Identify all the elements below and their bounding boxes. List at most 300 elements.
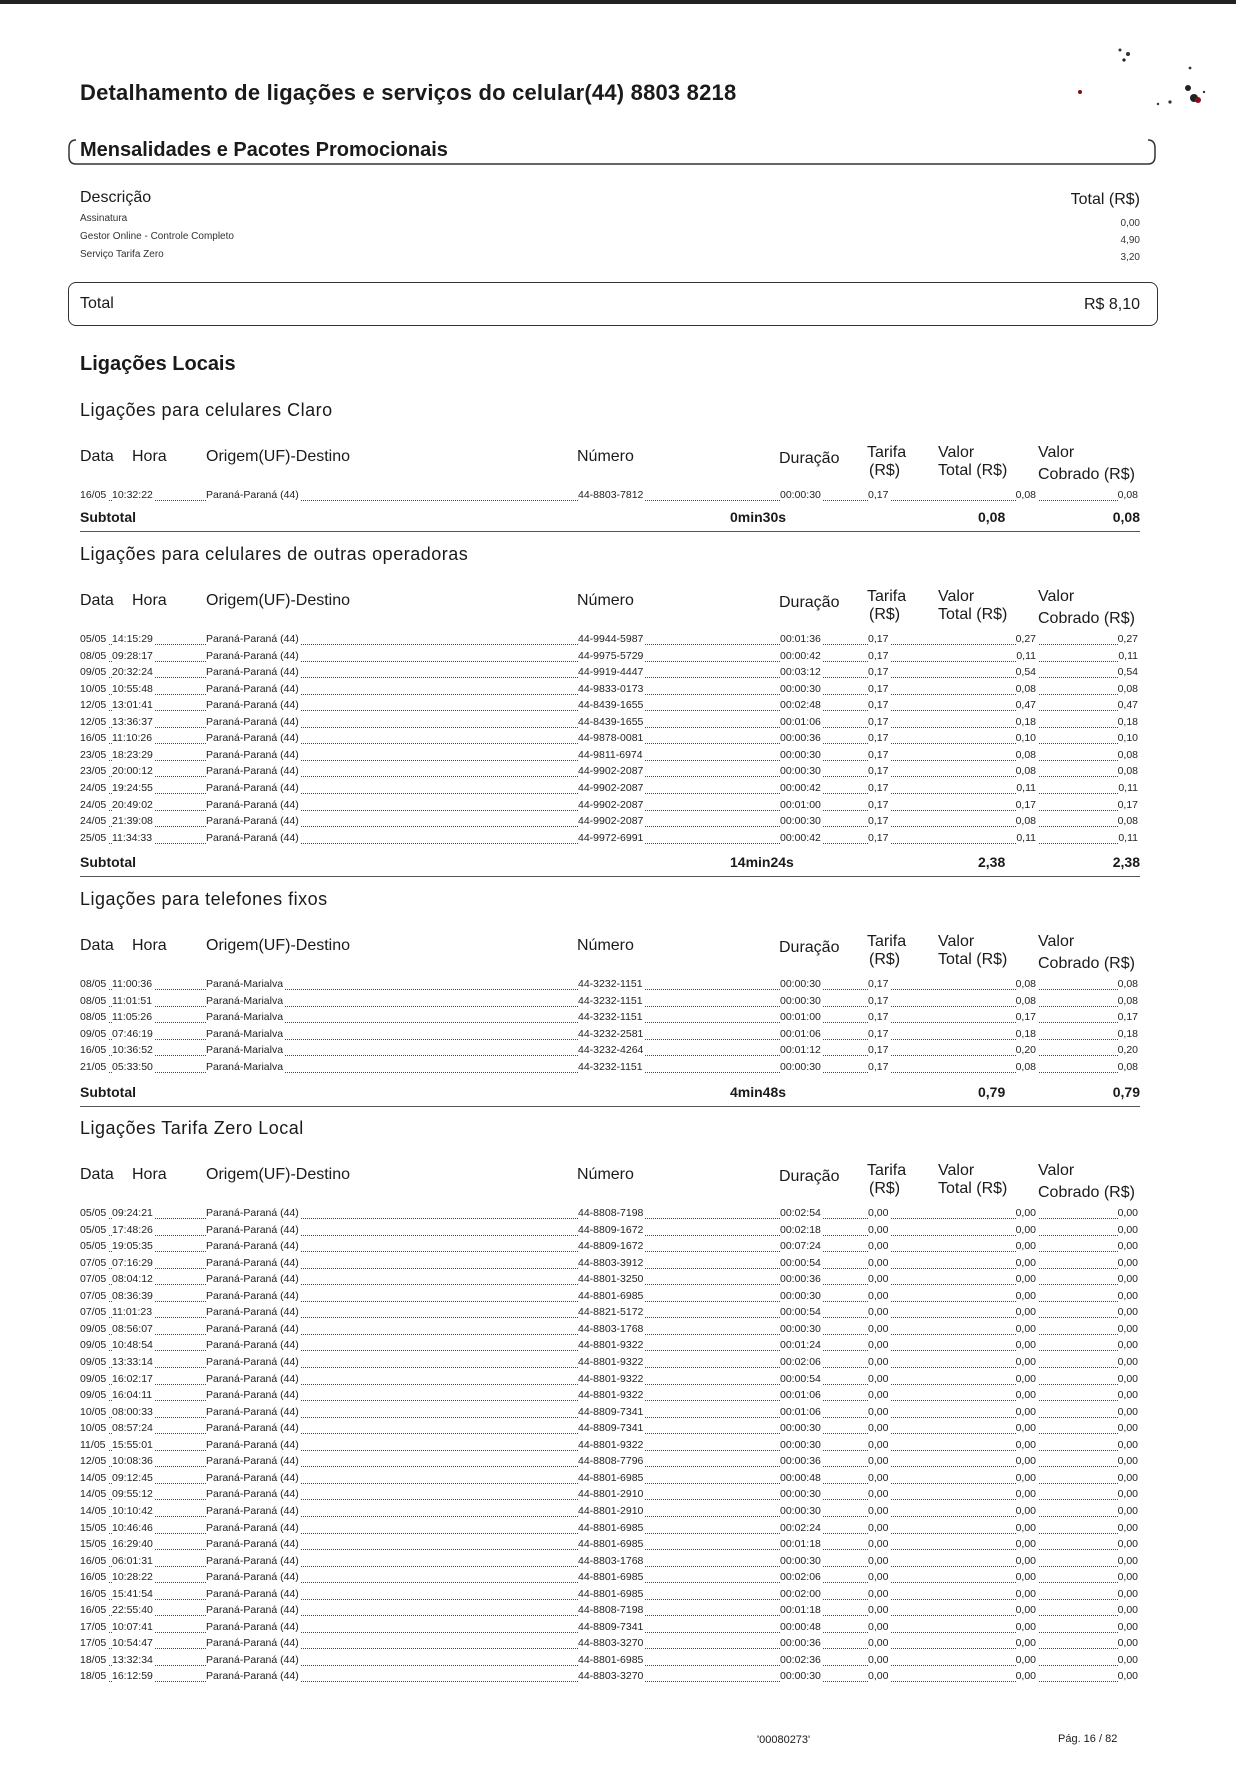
cell-origem: Paraná-Paraná (44) bbox=[206, 1571, 299, 1584]
mensalidade-value: 4,90 bbox=[1120, 235, 1140, 246]
cell-numero: 44-9902-2087 bbox=[578, 798, 644, 811]
cell-vtotal: 0,27 bbox=[1015, 633, 1036, 645]
section-heading-ligacoes-locais: Ligações Locais bbox=[80, 353, 236, 375]
cell-vtotal: 0,08 bbox=[1015, 994, 1036, 1007]
cell-numero: 44-9878-0081 bbox=[578, 732, 644, 745]
cell-tarifa: 0,00 bbox=[868, 1471, 889, 1484]
cell-duracao: 00:02:54 bbox=[780, 1207, 821, 1219]
subsection-title: Ligações para telefones fixos bbox=[80, 889, 328, 909]
call-row bbox=[80, 1207, 1140, 1223]
cell-data: 23/05 bbox=[80, 765, 107, 778]
cell-numero: 44-8801-6985 bbox=[578, 1289, 644, 1302]
cell-numero: 44-8801-6985 bbox=[578, 1653, 644, 1666]
cell-vtotal: 0,08 bbox=[1015, 682, 1036, 695]
cell-tarifa: 0,00 bbox=[868, 1554, 889, 1567]
cell-vcob: 0,20 bbox=[1117, 1044, 1138, 1056]
cell-origem: Paraná-Paraná (44) bbox=[206, 1637, 299, 1650]
cell-tarifa: 0,00 bbox=[868, 1306, 889, 1319]
cell-tarifa: 0,17 bbox=[868, 765, 889, 778]
cell-data: 16/05 bbox=[80, 1044, 107, 1056]
cell-duracao: 00:00:30 bbox=[780, 1289, 821, 1302]
cell-duracao: 00:01:36 bbox=[780, 633, 821, 645]
cell-hora: 10:32:22 bbox=[112, 489, 153, 501]
col-header-numero: Número bbox=[577, 937, 634, 954]
cell-vtotal: 0,00 bbox=[1015, 1637, 1036, 1650]
cell-numero: 44-3232-1151 bbox=[578, 994, 643, 1007]
cell-tarifa: 0,00 bbox=[868, 1488, 889, 1501]
subtotal-cobrado: 2,38 bbox=[1112, 854, 1140, 870]
cell-tarifa: 0,17 bbox=[868, 978, 889, 990]
cell-vtotal: 0,17 bbox=[1015, 1011, 1036, 1023]
col-header-vtotal2: Total (R$) bbox=[938, 462, 1008, 479]
cell-vcob: 0,00 bbox=[1117, 1389, 1138, 1401]
cell-duracao: 00:00:42 bbox=[780, 782, 821, 794]
cell-data: 07/05 bbox=[80, 1256, 107, 1269]
cell-hora: 10:55:48 bbox=[112, 682, 153, 695]
cell-vcob: 0,00 bbox=[1117, 1504, 1138, 1517]
cell-vtotal: 0,00 bbox=[1015, 1604, 1036, 1617]
col-header-vcob1: Valor bbox=[1038, 933, 1075, 950]
cell-data: 10/05 bbox=[80, 1405, 107, 1418]
cell-vcob: 0,00 bbox=[1117, 1670, 1138, 1683]
subsection-title: Ligações para celulares de outras operadoras bbox=[80, 544, 469, 564]
cell-hora: 10:36:52 bbox=[112, 1044, 153, 1056]
call-row bbox=[80, 1505, 1140, 1521]
col-header-vtotal2: Total (R$) bbox=[938, 951, 1008, 968]
cell-hora: 09:28:17 bbox=[112, 649, 153, 662]
cell-data: 09/05 bbox=[80, 1372, 107, 1385]
cell-origem: Paraná-Paraná (44) bbox=[206, 815, 299, 827]
call-row bbox=[80, 1488, 1140, 1504]
cell-vtotal: 0,47 bbox=[1015, 699, 1036, 712]
cell-vcob: 0,11 bbox=[1118, 782, 1138, 794]
cell-numero: 44-9902-2087 bbox=[578, 782, 644, 794]
cell-data: 09/05 bbox=[80, 1389, 107, 1401]
cell-duracao: 00:00:54 bbox=[780, 1306, 821, 1319]
cell-hora: 10:07:41 bbox=[112, 1620, 153, 1633]
col-header-vtotal1: Valor bbox=[938, 588, 975, 605]
cell-vtotal: 0,08 bbox=[1015, 489, 1036, 501]
cell-duracao: 00:00:30 bbox=[780, 1422, 821, 1435]
cell-data: 14/05 bbox=[80, 1504, 107, 1517]
cell-vtotal: 0,00 bbox=[1015, 1356, 1036, 1368]
mensalidade-desc: Serviço Tarifa Zero bbox=[80, 249, 164, 260]
cell-data: 24/05 bbox=[80, 815, 107, 827]
cell-duracao: 00:00:36 bbox=[780, 1455, 821, 1468]
section-rule bbox=[80, 876, 1140, 877]
cell-hora: 16:29:40 bbox=[112, 1538, 153, 1550]
cell-data: 15/05 bbox=[80, 1538, 107, 1550]
cell-numero: 44-8801-2910 bbox=[578, 1504, 644, 1517]
cell-duracao: 00:00:30 bbox=[780, 1438, 821, 1451]
col-header-data: Data bbox=[80, 1166, 114, 1183]
cell-hora: 09:55:12 bbox=[112, 1488, 153, 1501]
cell-tarifa: 0,17 bbox=[868, 732, 889, 745]
cell-vtotal: 0,20 bbox=[1015, 1044, 1036, 1056]
cell-vcob: 0,00 bbox=[1117, 1438, 1138, 1451]
cell-hora: 16:12:59 bbox=[112, 1670, 153, 1683]
call-row bbox=[80, 732, 1140, 748]
cell-vcob: 0,00 bbox=[1117, 1521, 1138, 1534]
cell-numero: 44-8809-7341 bbox=[578, 1422, 644, 1435]
cell-data: 18/05 bbox=[80, 1653, 107, 1666]
cell-numero: 44-8439-1655 bbox=[578, 715, 644, 728]
cell-duracao: 00:00:54 bbox=[780, 1372, 821, 1385]
col-header-tarifa1: Tarifa bbox=[867, 1162, 907, 1179]
section-rule bbox=[80, 1106, 1140, 1107]
cell-origem: Paraná-Marialva bbox=[206, 1060, 284, 1073]
subsection-title: Ligações para celulares Claro bbox=[80, 400, 333, 420]
cell-tarifa: 0,00 bbox=[868, 1256, 889, 1269]
cell-vcob: 0,08 bbox=[1117, 682, 1138, 695]
call-row bbox=[80, 666, 1140, 682]
col-header-tarifa2: (R$) bbox=[869, 462, 901, 479]
cell-data: 16/05 bbox=[80, 489, 107, 501]
cell-vtotal: 0,18 bbox=[1015, 715, 1036, 728]
cell-vcob: 0,47 bbox=[1117, 699, 1138, 712]
cell-numero: 44-8801-9322 bbox=[578, 1438, 644, 1451]
cell-tarifa: 0,17 bbox=[868, 649, 889, 662]
cell-hora: 08:00:33 bbox=[112, 1405, 153, 1418]
cell-vtotal: 0,00 bbox=[1015, 1538, 1036, 1550]
cell-vcob: 0,08 bbox=[1117, 489, 1138, 501]
cell-hora: 08:36:39 bbox=[112, 1289, 153, 1302]
cell-duracao: 00:02:18 bbox=[780, 1223, 821, 1236]
cell-tarifa: 0,17 bbox=[868, 699, 889, 712]
cell-vtotal: 0,00 bbox=[1015, 1372, 1036, 1385]
col-header-vcob2: Cobrado (R$) bbox=[1038, 610, 1135, 627]
cell-vcob: 0,17 bbox=[1117, 1011, 1138, 1023]
call-row bbox=[80, 1538, 1140, 1554]
call-row bbox=[80, 1257, 1140, 1273]
cell-vcob: 0,17 bbox=[1117, 798, 1138, 811]
cell-hora: 13:01:41 bbox=[112, 699, 153, 712]
cell-tarifa: 0,00 bbox=[868, 1389, 889, 1401]
subtotal-duracao: 0min30s bbox=[730, 509, 787, 525]
call-row bbox=[80, 1240, 1140, 1256]
cell-origem: Paraná-Paraná (44) bbox=[206, 1405, 299, 1418]
cell-tarifa: 0,17 bbox=[868, 633, 889, 645]
call-row bbox=[80, 650, 1140, 666]
col-header-hora: Hora bbox=[132, 592, 167, 609]
cell-vcob: 0,11 bbox=[1118, 649, 1138, 662]
cell-duracao: 00:00:48 bbox=[780, 1620, 821, 1633]
cell-numero: 44-9902-2087 bbox=[578, 815, 644, 827]
cell-tarifa: 0,00 bbox=[868, 1653, 889, 1666]
subtotal-label: Subtotal bbox=[80, 509, 136, 525]
cell-vcob: 0,00 bbox=[1117, 1256, 1138, 1269]
cell-data: 14/05 bbox=[80, 1471, 107, 1484]
cell-hora: 09:24:21 bbox=[112, 1207, 153, 1219]
cell-duracao: 00:01:06 bbox=[780, 1405, 821, 1418]
cell-vtotal: 0,08 bbox=[1015, 978, 1036, 990]
mensalidade-value: 3,20 bbox=[1120, 252, 1140, 263]
col-header-vcob2: Cobrado (R$) bbox=[1038, 1184, 1135, 1201]
cell-duracao: 00:01:12 bbox=[780, 1044, 821, 1056]
cell-vcob: 0,00 bbox=[1117, 1587, 1138, 1600]
cell-origem: Paraná-Paraná (44) bbox=[206, 1554, 299, 1567]
cell-hora: 11:10:26 bbox=[112, 732, 153, 745]
cell-tarifa: 0,00 bbox=[868, 1521, 889, 1534]
col-header-tarifa1: Tarifa bbox=[867, 588, 907, 605]
call-row bbox=[80, 765, 1140, 781]
cell-origem: Paraná-Paraná (44) bbox=[206, 1240, 299, 1253]
cell-vcob: 0,00 bbox=[1117, 1571, 1138, 1584]
cell-origem: Paraná-Paraná (44) bbox=[206, 1389, 299, 1401]
cell-origem: Paraná-Paraná (44) bbox=[206, 1488, 299, 1501]
cell-origem: Paraná-Marialva bbox=[206, 978, 284, 990]
call-row bbox=[80, 1406, 1140, 1422]
cell-duracao: 00:02:06 bbox=[780, 1571, 821, 1584]
call-row bbox=[80, 1356, 1140, 1372]
col-header-vtotal1: Valor bbox=[938, 1162, 975, 1179]
cell-numero: 44-8801-9322 bbox=[578, 1339, 644, 1352]
cell-origem: Paraná-Paraná (44) bbox=[206, 1273, 299, 1286]
cell-vtotal: 0,00 bbox=[1015, 1405, 1036, 1418]
call-row bbox=[80, 995, 1140, 1011]
cell-hora: 07:16:29 bbox=[112, 1256, 153, 1269]
cell-duracao: 00:00:30 bbox=[780, 994, 821, 1007]
cell-data: 16/05 bbox=[80, 1571, 107, 1584]
call-row bbox=[80, 1224, 1140, 1240]
cell-tarifa: 0,17 bbox=[868, 715, 889, 728]
scan-top-edge bbox=[0, 0, 1236, 4]
cell-origem: Paraná-Paraná (44) bbox=[206, 1306, 299, 1319]
cell-vcob: 0,08 bbox=[1117, 1060, 1138, 1073]
call-row bbox=[80, 815, 1140, 831]
cell-data: 17/05 bbox=[80, 1637, 107, 1650]
cell-vcob: 0,08 bbox=[1117, 978, 1138, 990]
cell-numero: 44-8801-9322 bbox=[578, 1389, 644, 1401]
cell-numero: 44-8803-1768 bbox=[578, 1322, 644, 1335]
cell-hora: 10:28:22 bbox=[112, 1571, 153, 1584]
cell-numero: 44-8803-7812 bbox=[578, 489, 644, 501]
col-header-data: Data bbox=[80, 937, 114, 954]
cell-vtotal: 0,00 bbox=[1015, 1322, 1036, 1335]
cell-vcob: 0,00 bbox=[1117, 1306, 1138, 1319]
cell-vtotal: 0,18 bbox=[1015, 1027, 1036, 1040]
cell-vtotal: 0,00 bbox=[1015, 1620, 1036, 1633]
subtotal-duracao: 14min24s bbox=[730, 854, 794, 870]
cell-data: 08/05 bbox=[80, 649, 107, 662]
mensalidade-desc: Gestor Online - Controle Completo bbox=[80, 231, 234, 242]
cell-data: 05/05 bbox=[80, 633, 107, 645]
call-row bbox=[80, 1422, 1140, 1438]
col-header-hora: Hora bbox=[132, 448, 167, 465]
mensalidade-value: 0,00 bbox=[1120, 218, 1140, 229]
cell-numero: 44-3232-1151 bbox=[578, 978, 643, 990]
subtotal-row bbox=[80, 852, 1140, 874]
cell-hora: 11:05:26 bbox=[112, 1011, 153, 1023]
subtotal-total: 0,79 bbox=[978, 1084, 1006, 1100]
cell-vcob: 0,00 bbox=[1117, 1538, 1138, 1550]
cell-tarifa: 0,00 bbox=[868, 1356, 889, 1368]
col-header-numero: Número bbox=[577, 448, 634, 465]
cell-numero: 44-9975-5729 bbox=[578, 649, 644, 662]
cell-tarifa: 0,00 bbox=[868, 1620, 889, 1633]
cell-numero: 44-3232-2581 bbox=[578, 1027, 644, 1040]
cell-duracao: 00:02:00 bbox=[780, 1587, 821, 1600]
cell-hora: 19:05:35 bbox=[112, 1240, 153, 1253]
cell-hora: 10:46:46 bbox=[112, 1521, 153, 1534]
cell-hora: 16:02:17 bbox=[112, 1372, 153, 1385]
cell-numero: 44-9944-5987 bbox=[578, 633, 644, 645]
cell-tarifa: 0,00 bbox=[868, 1240, 889, 1253]
cell-numero: 44-8803-3270 bbox=[578, 1670, 644, 1683]
cell-hora: 06:01:31 bbox=[112, 1554, 153, 1567]
cell-duracao: 00:00:36 bbox=[780, 732, 821, 745]
subtotal-cobrado: 0,08 bbox=[1112, 509, 1140, 525]
cell-vcob: 0,00 bbox=[1117, 1356, 1138, 1368]
cell-duracao: 00:00:30 bbox=[780, 1554, 821, 1567]
subtotal-row bbox=[80, 507, 1140, 529]
call-row bbox=[80, 699, 1140, 715]
cell-vcob: 0,00 bbox=[1117, 1405, 1138, 1418]
cell-origem: Paraná-Paraná (44) bbox=[206, 798, 299, 811]
cell-duracao: 00:02:36 bbox=[780, 1653, 821, 1666]
cell-numero: 44-9919-4447 bbox=[578, 666, 644, 679]
call-row bbox=[80, 1339, 1140, 1355]
cell-data: 15/05 bbox=[80, 1521, 107, 1534]
cell-vcob: 0,00 bbox=[1117, 1223, 1138, 1236]
cell-duracao: 00:01:24 bbox=[780, 1339, 821, 1352]
cell-numero: 44-8808-7198 bbox=[578, 1207, 644, 1219]
cell-duracao: 00:00:30 bbox=[780, 748, 821, 761]
col-header-duracao: Duração bbox=[779, 594, 840, 611]
cell-origem: Paraná-Paraná (44) bbox=[206, 1521, 299, 1534]
cell-numero: 44-8809-7341 bbox=[578, 1405, 644, 1418]
cell-numero: 44-8803-1768 bbox=[578, 1554, 644, 1567]
cell-vcob: 0,00 bbox=[1117, 1289, 1138, 1302]
cell-hora: 10:10:42 bbox=[112, 1504, 153, 1517]
call-row bbox=[80, 1273, 1140, 1289]
cell-origem: Paraná-Paraná (44) bbox=[206, 489, 299, 501]
cell-data: 16/05 bbox=[80, 1587, 107, 1600]
cell-tarifa: 0,17 bbox=[868, 815, 889, 827]
cell-tarifa: 0,00 bbox=[868, 1504, 889, 1517]
cell-numero: 44-8801-6985 bbox=[578, 1521, 644, 1534]
cell-vtotal: 0,00 bbox=[1015, 1670, 1036, 1683]
col-header-duracao: Duração bbox=[779, 939, 840, 956]
cell-data: 24/05 bbox=[80, 782, 107, 794]
cell-data: 16/05 bbox=[80, 732, 107, 745]
call-row bbox=[80, 1011, 1140, 1027]
cell-origem: Paraná-Paraná (44) bbox=[206, 1422, 299, 1435]
cell-duracao: 00:00:30 bbox=[780, 1322, 821, 1335]
call-row bbox=[80, 1588, 1140, 1604]
cell-numero: 44-8801-6985 bbox=[578, 1571, 644, 1584]
call-row bbox=[80, 1439, 1140, 1455]
cell-hora: 11:01:23 bbox=[112, 1306, 153, 1319]
cell-vcob: 0,00 bbox=[1117, 1637, 1138, 1650]
subtotal-label: Subtotal bbox=[80, 854, 136, 870]
call-row bbox=[80, 1637, 1140, 1653]
cell-vtotal: 0,00 bbox=[1015, 1554, 1036, 1567]
col-header-vcob1: Valor bbox=[1038, 1162, 1075, 1179]
cell-data: 09/05 bbox=[80, 1339, 107, 1352]
cell-origem: Paraná-Paraná (44) bbox=[206, 1339, 299, 1352]
cell-data: 08/05 bbox=[80, 978, 107, 990]
cell-vcob: 0,18 bbox=[1117, 715, 1138, 728]
cell-data: 23/05 bbox=[80, 748, 107, 761]
cell-tarifa: 0,00 bbox=[868, 1637, 889, 1650]
subtotal-total: 2,38 bbox=[978, 854, 1006, 870]
cell-data: 09/05 bbox=[80, 1356, 107, 1368]
cell-duracao: 00:00:42 bbox=[780, 649, 821, 662]
cell-data: 11/05 bbox=[80, 1438, 106, 1451]
cell-numero: 44-8801-9322 bbox=[578, 1356, 644, 1368]
cell-tarifa: 0,17 bbox=[868, 798, 889, 811]
subtotal-duracao: 4min48s bbox=[730, 1084, 787, 1100]
cell-tarifa: 0,00 bbox=[868, 1273, 889, 1286]
cell-vcob: 0,10 bbox=[1117, 732, 1138, 745]
cell-vtotal: 0,00 bbox=[1015, 1339, 1036, 1352]
cell-origem: Paraná-Paraná (44) bbox=[206, 1620, 299, 1633]
cell-origem: Paraná-Paraná (44) bbox=[206, 633, 299, 645]
cell-tarifa: 0,17 bbox=[868, 748, 889, 761]
section-heading-mensalidades: Mensalidades e Pacotes Promocionais bbox=[80, 139, 448, 161]
cell-duracao: 00:00:30 bbox=[780, 1060, 821, 1073]
cell-tarifa: 0,00 bbox=[868, 1207, 889, 1219]
call-row bbox=[80, 1555, 1140, 1571]
cell-data: 07/05 bbox=[80, 1306, 107, 1319]
call-row bbox=[80, 1472, 1140, 1488]
call-row bbox=[80, 1306, 1140, 1322]
cell-hora: 19:24:55 bbox=[112, 782, 153, 794]
page-number: Pág. 16 / 82 bbox=[1058, 1733, 1118, 1745]
call-row bbox=[80, 1670, 1140, 1686]
cell-hora: 20:32:24 bbox=[112, 666, 153, 679]
cell-duracao: 00:02:06 bbox=[780, 1356, 821, 1368]
cell-numero: 44-8809-1672 bbox=[578, 1240, 644, 1253]
cell-tarifa: 0,00 bbox=[868, 1372, 889, 1385]
cell-numero: 44-8801-9322 bbox=[578, 1372, 644, 1385]
col-header-vcob1: Valor bbox=[1038, 444, 1075, 461]
cell-numero: 44-8803-3912 bbox=[578, 1256, 644, 1269]
col-header-vcob2: Cobrado (R$) bbox=[1038, 955, 1135, 972]
cell-hora: 08:04:12 bbox=[112, 1273, 153, 1286]
cell-vcob: 0,00 bbox=[1117, 1422, 1138, 1435]
cell-numero: 44-9902-2087 bbox=[578, 765, 644, 778]
cell-hora: 13:36:37 bbox=[112, 715, 153, 728]
cell-vcob: 0,08 bbox=[1117, 748, 1138, 761]
cell-vtotal: 0,00 bbox=[1015, 1422, 1036, 1435]
cell-tarifa: 0,17 bbox=[868, 994, 889, 1007]
cell-data: 18/05 bbox=[80, 1670, 107, 1683]
cell-data: 07/05 bbox=[80, 1289, 107, 1302]
cell-tarifa: 0,17 bbox=[868, 1011, 889, 1023]
cell-vtotal: 0,00 bbox=[1015, 1207, 1036, 1219]
cell-duracao: 00:02:24 bbox=[780, 1521, 821, 1534]
cell-origem: Paraná-Paraná (44) bbox=[206, 1471, 299, 1484]
cell-tarifa: 0,00 bbox=[868, 1422, 889, 1435]
cell-vcob: 0,00 bbox=[1117, 1207, 1138, 1219]
cell-data: 25/05 bbox=[80, 831, 107, 844]
cell-hora: 13:33:14 bbox=[112, 1356, 153, 1368]
call-row bbox=[80, 1028, 1140, 1044]
cell-duracao: 00:01:06 bbox=[780, 1389, 821, 1401]
cell-origem: Paraná-Paraná (44) bbox=[206, 1504, 299, 1517]
cell-duracao: 00:01:06 bbox=[780, 715, 821, 728]
cell-origem: Paraná-Paraná (44) bbox=[206, 1256, 299, 1269]
cell-tarifa: 0,17 bbox=[868, 782, 889, 794]
cell-vcob: 0,08 bbox=[1117, 765, 1138, 778]
cell-vcob: 0,00 bbox=[1117, 1471, 1138, 1484]
cell-vcob: 0,00 bbox=[1117, 1339, 1138, 1352]
cell-hora: 15:55:01 bbox=[112, 1438, 153, 1451]
cell-duracao: 00:00:30 bbox=[780, 765, 821, 778]
cell-origem: Paraná-Paraná (44) bbox=[206, 1356, 299, 1368]
